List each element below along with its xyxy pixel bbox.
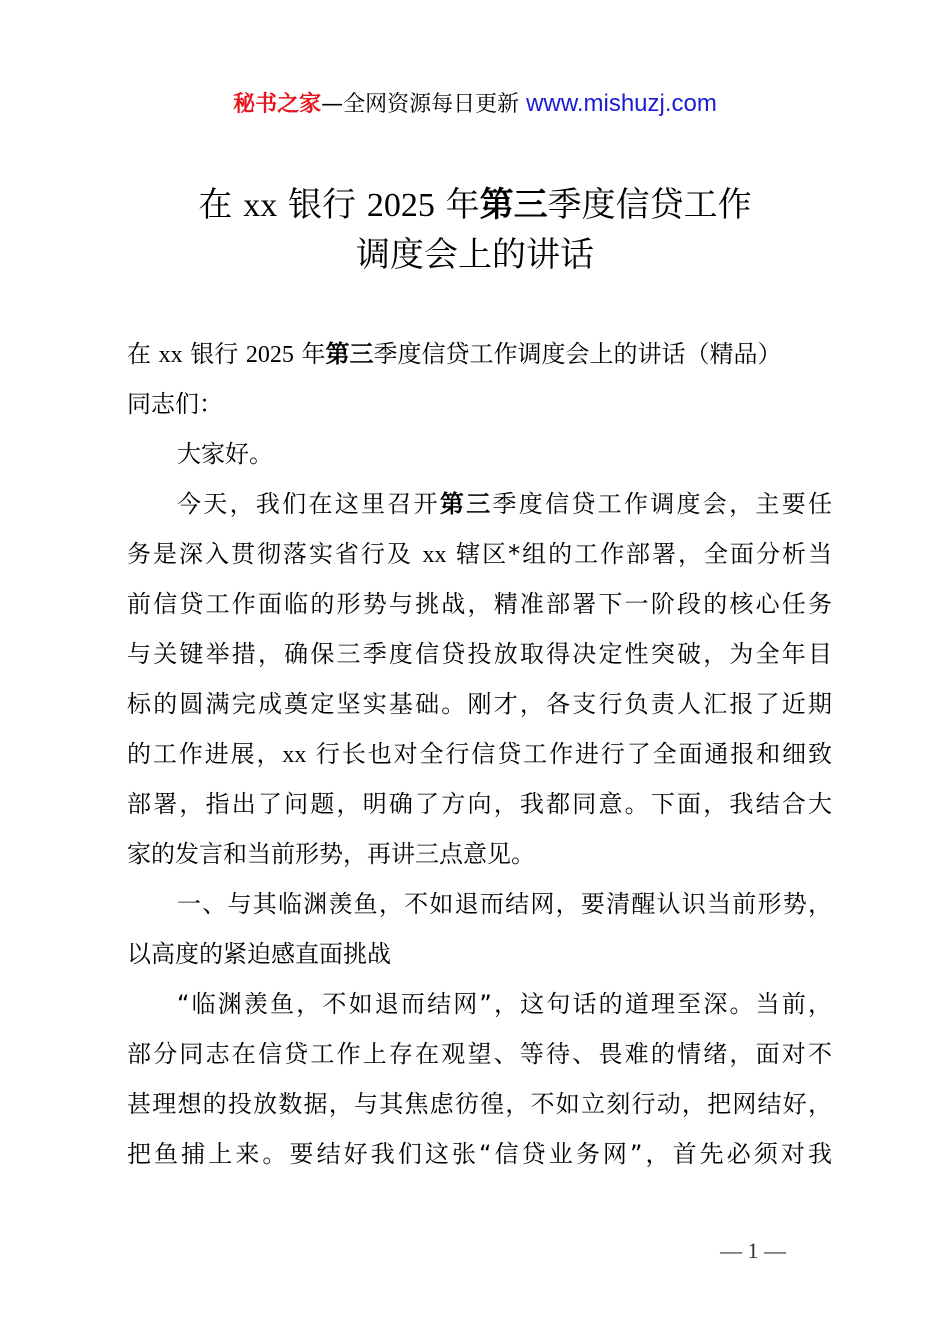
bold-text: 第三	[325, 340, 374, 368]
text: xx	[282, 742, 307, 768]
text: 年	[293, 340, 326, 368]
text: 务是深入贯彻落实省行及	[127, 540, 423, 568]
body-line: 家的发言和当前形势，再讲三点意见。	[127, 840, 535, 868]
body-line: “临渊羡鱼，不如退而结网”，这句话的道理至深。当前，	[177, 990, 832, 1018]
text: 2025	[245, 342, 294, 368]
text: 在	[127, 340, 159, 368]
text: 辖区*组的工作部署，全面分析当	[446, 540, 832, 568]
title-text: 年	[434, 185, 480, 225]
text: 季度信贷工作调度会上的讲话（精品）	[373, 340, 782, 368]
body-line: 部署，指出了问题，明确了方向，我都同意。下面，我结合大	[127, 790, 832, 818]
document-title-line1	[0, 180, 950, 231]
title-text: 季度信贷工作	[547, 185, 752, 225]
body-line: 甚理想的投放数据，与其焦虑彷徨，不如立刻行动，把网结好，	[127, 1090, 832, 1118]
text: 银行	[182, 340, 246, 368]
site-banner	[0, 86, 950, 123]
banner-tagline: —全网资源每日更新	[321, 92, 527, 117]
banner-brand: 秘书之家	[233, 92, 322, 117]
body-line	[127, 529, 832, 579]
body-line	[127, 329, 832, 379]
body-line: 大家好。	[177, 440, 273, 468]
text: 季度信贷工作调度会，主要任	[492, 490, 833, 518]
title-text: xx	[243, 187, 278, 224]
banner-url-link[interactable]: www.mishuzj.com	[526, 90, 717, 117]
text: 的工作进展，	[127, 740, 283, 768]
title-text: 在	[198, 185, 244, 225]
body-line: 与关键举措，确保三季度信贷投放取得决定性突破，为全年目	[127, 640, 832, 668]
body-line	[127, 479, 832, 529]
text: xx	[158, 342, 183, 368]
title-text: 银行	[277, 185, 367, 225]
section-heading-line: 以高度的紧迫感直面挑战	[127, 940, 391, 968]
bold-text: 第三	[439, 490, 493, 518]
document-body	[127, 329, 832, 1179]
body-line	[127, 729, 832, 779]
body-line: 部分同志在信贷工作上存在观望、等待、畏难的情绪，面对不	[127, 1040, 832, 1068]
title-text: 2025	[366, 187, 435, 224]
section-heading-line: 一、与其临渊羡鱼，不如退而结网，要清醒认识当前形势，	[177, 890, 832, 918]
body-line: 前信贷工作面临的形势与挑战，精准部署下一阶段的核心任务	[127, 590, 832, 618]
body-line: 标的圆满完成奠定坚实基础。刚才，各支行负责人汇报了近期	[127, 690, 832, 718]
title-bold-text: 第三	[479, 185, 548, 225]
document-title-line2: 调度会上的讲话	[356, 235, 594, 275]
body-line: 把鱼捕上来。要结好我们这张“信贷业务网”，首先必须对我	[127, 1140, 832, 1168]
text: 行长也对全行信贷工作进行了全面通报和细致	[306, 740, 832, 768]
text: 今天，我们在这里召开	[177, 490, 440, 518]
text: xx	[422, 542, 447, 568]
page-number: — 1 —	[720, 1238, 786, 1263]
body-line: 同志们：	[127, 390, 223, 418]
